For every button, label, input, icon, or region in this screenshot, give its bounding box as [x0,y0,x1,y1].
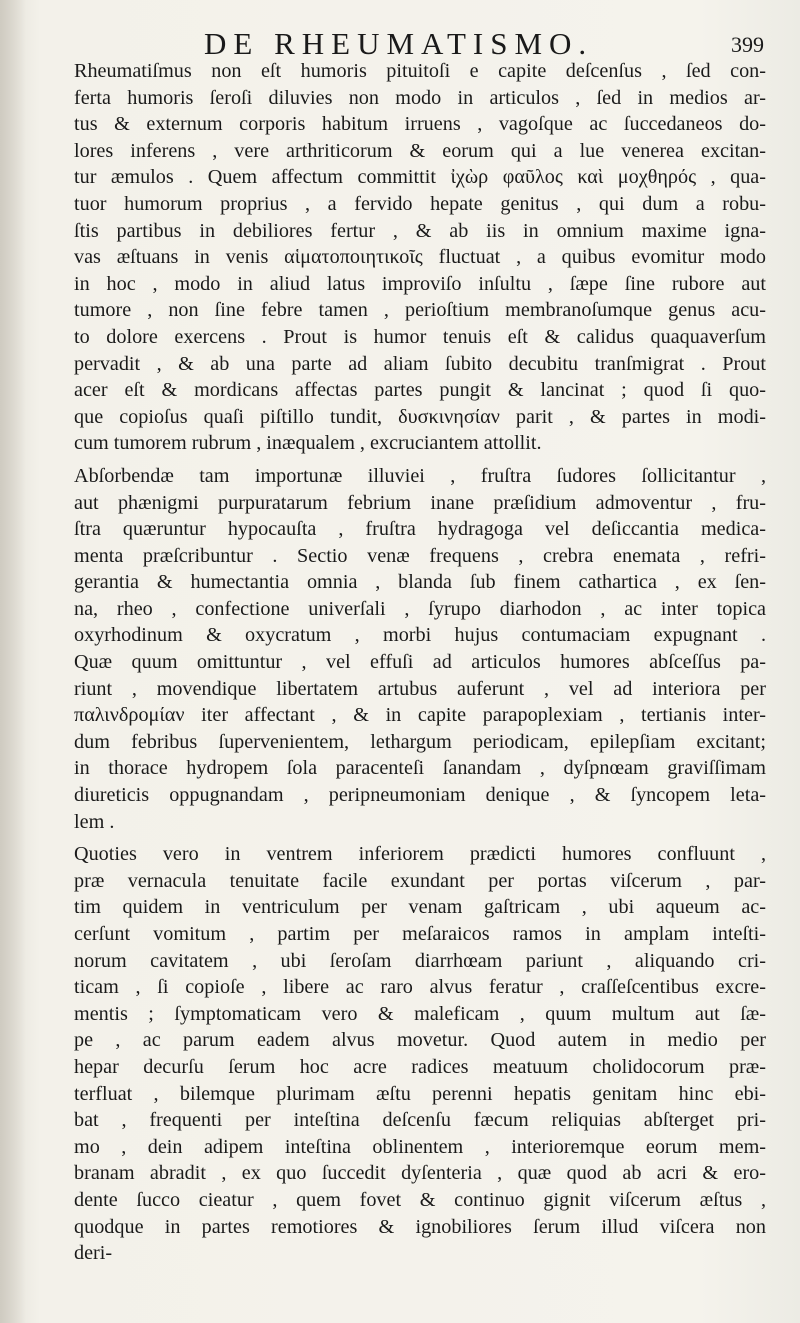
text-line: quodque in partes remotiores & ignobiliores ſerum illud viſcera non [74,1215,766,1238]
text-line: que copioſus quaſi piſtillo tundit, δυσκινησίαν parit , & partes in modi- [74,405,766,428]
text-line: terfluat , bilemque plurimam æſtu perenni hepatis genitam hinc ebi- [74,1082,766,1105]
text-line: pe , ac parum eadem alvus movetur. Quod autem in medio per [74,1029,766,1052]
text-line: tumore , non ſine febre tamen , perioſtium membranoſumque genus acu- [74,299,766,322]
text-line: menta præſcribuntur . Sectio venæ frequens , crebra enemata , refri- [74,544,766,567]
text-line: παλινδρομίαν iter affectant , & in capite parapoplexiam , tertianis inter- [74,704,766,727]
text-line: mentis ; ſymptomaticam vero & maleficam , quum multum aut ſæ- [74,1002,766,1025]
paragraph [74,58,766,457]
text-line: norum cavitatem , ubi ſeroſam diarrhœam pariunt , aliquando cri- [74,949,766,972]
text-line: tus & externum corporis habitum irruens , vagoſque ac ſuccedaneos do- [74,113,766,136]
text-line: branam abradit , ex quo ſuccedit dyſenteria , quæ quod ab acri & ero- [74,1162,766,1185]
text-line: acer eſt & mordicans affectas partes pungit & lancinat ; quod ſi quo- [74,379,766,402]
text-line: in hoc , modo in aliud latus improviſo inſultu , ſæpe ſine rubore aut [74,272,766,295]
text-line: in thorace hydropem ſola paracenteſi ſanandam , dyſpnœam graviſſimam [74,757,766,780]
text-line: gerantia & humectantia omnia , blanda ſub finem cathartica , ex ſen- [74,571,766,594]
text-line: cum tumorem rubrum , inæqualem , excruciantem attollit. [74,432,542,455]
text-line: bat , frequenti per inteſtina deſcenſu fæcum reliquias abſterget pri- [74,1109,766,1132]
text-line: aut phænigmi purpuratarum febrium inane præſidium admoventur , fru- [74,491,766,514]
text-line: dente ſucco cieatur , quem fovet & continuo gignit viſcerum æſtus , [74,1188,766,1211]
text-line: tur æmulos . Quem affectum committit ἰχὼρ φαῦλος καὶ μοχθηρός , qua- [74,166,766,189]
text-line: vas æſtuans in venis αἱματοποιητικοῖς fluctuat , a quibus evomitur modo [74,246,766,269]
text-line: dum febribus ſupervenientem, lethargum periodicam, epilepſiam excitant; [74,730,766,753]
text-line: ferta humoris ſeroſi diluvies non modo in articulos , ſed in medios ar- [74,86,766,109]
text-line: Abſorbendæ tam importunæ illuviei , fruſtra ſudores ſollicitantur , [74,464,766,487]
text-line: Rheumatiſmus non eſt humoris pituitoſi e capite deſcenſus , ſed con- [74,60,766,82]
text-line: ſtra quæruntur hypocauſta , fruſtra hydragoga vel deſiccantia medica- [74,518,766,541]
text-line: pervadit , & ab una parte ad aliam ſubito decubitu tranſmigrat . Prout [74,352,766,375]
body-text [74,58,766,1267]
text-line: tim quidem in ventriculum per venam gaſtricam , ubi aqueum ac- [74,896,766,919]
text-line: cerſunt vomitum , partim per meſaraicos ramos in amplam inteſti- [74,923,766,945]
text-line: lem . [74,810,115,833]
text-line: Quoties vero in ventrem inferiorem prædicti humores confluunt , [74,843,766,866]
text-line: riunt , movendique libertatem artubus auferunt , vel ad interiora per [74,677,766,700]
text-line: to dolore exercens . Prout is humor tenuis eſt & calidus quaquaverſum [74,325,766,348]
page-number: 399 [731,32,764,57]
paragraph [74,841,766,1267]
page-header [74,18,766,61]
running-head: DE RHEUMATISMO. [204,26,594,61]
text-line: oxyrhodinum & oxycratum , morbi hujus contumaciam expugnant . [74,624,766,647]
paragraph [74,463,766,835]
text-line: lores inferens , vere arthriticorum & eorum qui a lue venerea excitan- [74,139,766,162]
text-line: mo , dein adipem inteſtina oblinentem , interioremque eorum mem- [74,1135,766,1158]
text-line: Quæ quum omittuntur , vel effuſi ad articulos humores abſceſſus pa- [74,651,766,674]
page-gutter-shadow [0,0,26,1323]
text-line: ſtis partibus in debiliores fertur , & ab iis in omnium maxime igna- [74,219,766,242]
text-line: hepar decurſu ſerum hoc acre radices meatuum cholidocorum præ- [74,1055,766,1078]
text-line: diureticis oppugnandam , peripneumoniam denique , & ſyncopem leta- [74,784,766,807]
text-line: na, rheo , confectione univerſali , ſyrupo diarhodon , ac inter topica [74,597,766,620]
text-line: ticam , ſi copioſe , libere ac raro alvus feratur , craſſeſcentibus excre- [74,976,766,999]
text-line: tuor humorum proprius , a fervido hepate genitus , qui dum a robu- [74,192,766,215]
text-line: deri- [74,1242,113,1265]
text-line: præ vernacula tenuitate facile exundant per portas viſcerum , par- [74,869,766,892]
